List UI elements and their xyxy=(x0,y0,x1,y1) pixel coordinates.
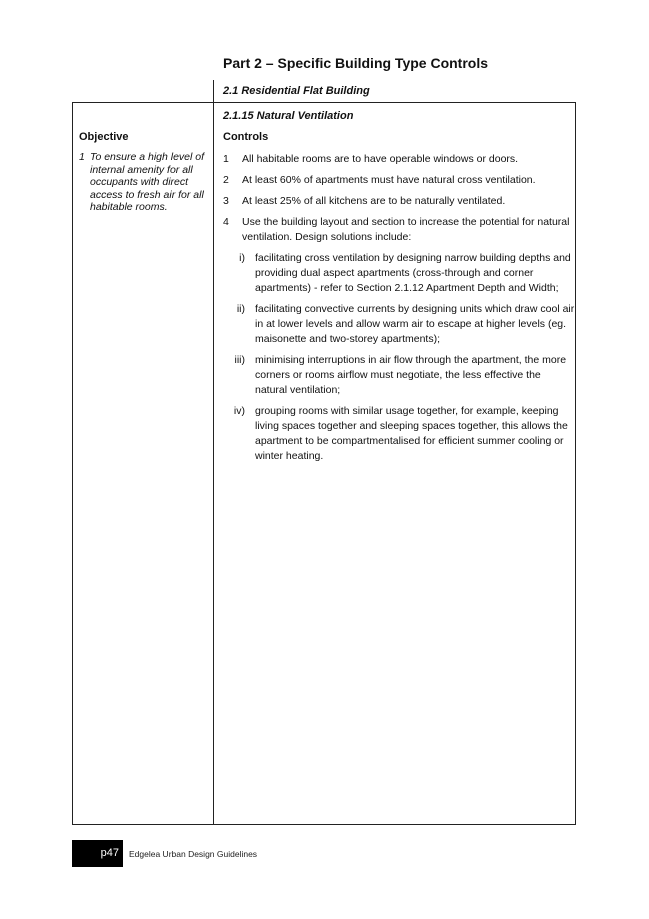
sub-item-text: facilitating cross ventilation by designing narrow building depths and providing dual aspect apartments (cross-through and corner apartments) - refer to Section 2.1.12 Apartment Depth and Width; xyxy=(255,252,571,294)
control-number: 3 xyxy=(223,195,229,207)
section-title: 2.1 Residential Flat Building xyxy=(223,85,370,97)
control-item-3 xyxy=(223,194,575,209)
objective-item xyxy=(79,151,211,214)
control-number: 2 xyxy=(223,174,229,186)
control-text: At least 25% of all kitchens are to be naturally ventilated. xyxy=(242,195,506,207)
design-solution-iv xyxy=(223,404,575,464)
control-text: All habitable rooms are to have operable windows or doors. xyxy=(242,153,519,165)
controls-list xyxy=(223,152,575,470)
sub-item-text: facilitating convective currents by designing units which draw cool air in at lower levels and allow warm air to escape at higher levels (eg. maisonette and two-storey apartments); xyxy=(255,303,575,345)
controls-heading: Controls xyxy=(223,131,269,143)
control-number: 1 xyxy=(223,153,229,165)
objective-heading: Objective xyxy=(79,131,129,143)
header-divider xyxy=(213,80,214,103)
sub-item-text: minimising interruptions in air flow through the apartment, the more corners or rooms airflow must negotiate, the less effective the natural ventilation; xyxy=(255,354,567,396)
footer-document-title: Edgelea Urban Design Guidelines xyxy=(129,849,258,859)
control-item-1 xyxy=(223,152,575,167)
sub-item-number: i) xyxy=(239,252,245,264)
design-solutions-list xyxy=(223,251,575,464)
sub-item-number: ii) xyxy=(236,303,245,315)
design-solution-iii xyxy=(223,353,575,398)
control-number: 4 xyxy=(223,216,229,228)
page-number-badge: p47 xyxy=(72,840,123,867)
sub-item-text: grouping rooms with similar usage together, for example, keeping living spaces together and sleeping spaces together, this allows the apartment to be compartmentalised for efficient summer cooling or winter heating. xyxy=(255,405,568,462)
sub-item-number: iii) xyxy=(234,354,245,366)
sub-item-number: iv) xyxy=(233,405,245,417)
subsection-title: 2.1.15 Natural Ventilation xyxy=(223,110,354,122)
objective-item-number: 1 xyxy=(79,151,85,163)
control-item-4 xyxy=(223,215,575,464)
control-item-2 xyxy=(223,173,575,188)
objective-item-text: To ensure a high level of internal amenity for all occupants with direct access to fresh air for all habitable rooms. xyxy=(90,151,205,213)
design-solution-ii xyxy=(223,302,575,347)
control-text: At least 60% of apartments must have natural cross ventilation. xyxy=(242,174,536,186)
column-divider xyxy=(213,102,214,825)
design-solution-i xyxy=(223,251,575,296)
part-title: Part 2 – Specific Building Type Controls xyxy=(223,55,489,71)
control-text: Use the building layout and section to increase the potential for natural ventilation. Design solutions include: xyxy=(242,216,570,243)
